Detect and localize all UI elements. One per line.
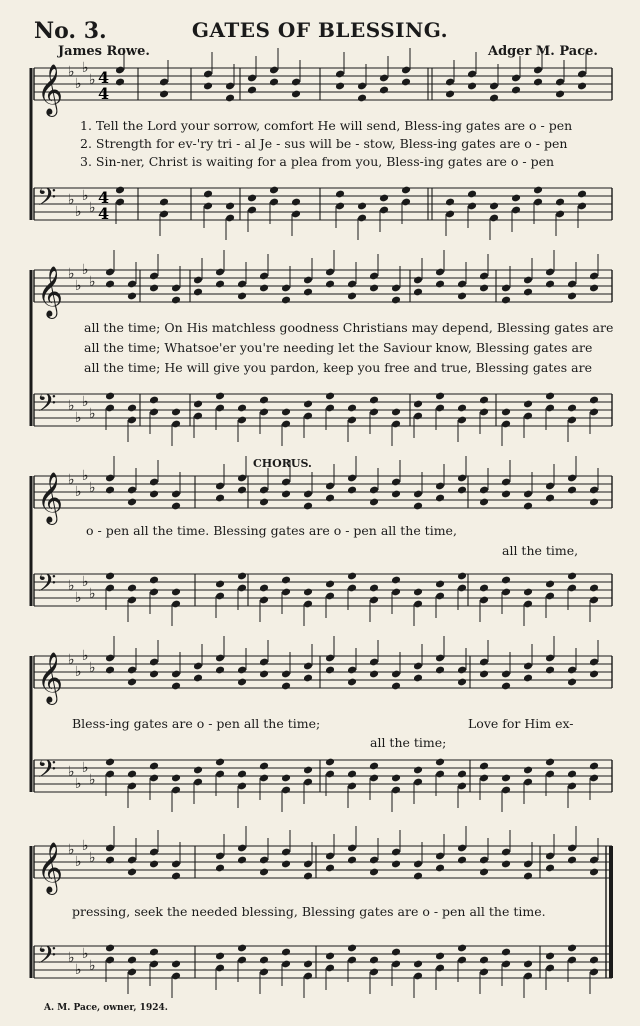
chorus-line-1: o - pen all the time. Blessing gates are o - pen all the time,	[86, 523, 457, 538]
flat-icon: ♭	[75, 204, 82, 220]
chorus-line-3: pressing, seek the needed blessing, Blessing gates are o - pen all the time.	[72, 904, 546, 919]
note-head-icon	[567, 292, 577, 301]
note-head-icon	[281, 576, 291, 585]
flat-icon: ♭	[82, 188, 89, 204]
flat-icon: ♭	[75, 278, 82, 294]
note-head-icon	[391, 408, 401, 417]
note-head-icon	[171, 296, 181, 305]
note-head-icon	[247, 86, 257, 95]
note-head-icon	[269, 186, 279, 195]
flat-icon: ♭	[75, 664, 82, 680]
note-head-icon	[259, 868, 269, 877]
flat-icon: ♭	[68, 192, 75, 208]
note-head-icon	[259, 498, 269, 507]
note-head-icon	[413, 960, 423, 969]
note-head-icon	[105, 944, 115, 953]
verse-3-line-1: 3. Sin-ner, Christ is waiting for a plea from you, Bless-ing gates are o - pen	[80, 154, 555, 169]
flat-icon: ♭	[82, 760, 89, 776]
flat-icon: ♭	[82, 262, 89, 278]
note-head-icon	[269, 78, 279, 87]
note-head-icon	[369, 498, 379, 507]
note-head-icon	[105, 758, 115, 767]
treble-clef-icon: 𝄞	[37, 64, 64, 115]
note-head-icon	[105, 856, 115, 865]
note-head-icon	[545, 864, 555, 873]
note-head-icon	[369, 584, 379, 593]
flat-icon: ♭	[82, 468, 89, 484]
note-head-icon	[357, 94, 367, 103]
note-head-icon	[127, 404, 137, 413]
note-head-icon	[159, 90, 169, 99]
note-head-icon	[127, 498, 137, 507]
note-head-icon	[171, 960, 181, 969]
flat-icon: ♭	[82, 574, 89, 590]
note-head-icon	[445, 90, 455, 99]
note-head-icon	[171, 872, 181, 881]
note-head-icon	[401, 78, 411, 87]
note-head-icon	[171, 774, 181, 783]
note-head-icon	[501, 576, 511, 585]
verse-2-line-1: 2. Strength for ev-'ry tri - al Je - sus will be - stow, Bless-ing gates are o - pen	[80, 136, 568, 151]
note-head-icon	[347, 404, 357, 413]
note-head-icon	[149, 396, 159, 405]
note-head-icon	[501, 408, 511, 417]
note-head-icon	[215, 666, 225, 675]
note-head-icon	[457, 572, 467, 581]
note-head-icon	[479, 762, 489, 771]
flat-icon: ♭	[75, 410, 82, 426]
note-head-icon	[533, 78, 543, 87]
note-head-icon	[435, 758, 445, 767]
note-head-icon	[347, 944, 357, 953]
note-head-icon	[479, 584, 489, 593]
note-head-icon	[281, 682, 291, 691]
flat-icon: ♭	[89, 200, 96, 216]
note-head-icon	[457, 944, 467, 953]
note-head-icon	[501, 490, 511, 499]
flat-icon: ♭	[89, 406, 96, 422]
time-signature-icon: 4	[98, 188, 110, 207]
flat-icon: ♭	[82, 394, 89, 410]
note-head-icon	[379, 86, 389, 95]
note-head-icon	[259, 284, 269, 293]
note-head-icon	[149, 284, 159, 293]
note-head-icon	[149, 860, 159, 869]
note-head-icon	[347, 856, 357, 865]
flat-icon: ♭	[75, 590, 82, 606]
note-head-icon	[523, 502, 533, 511]
bass-clef-icon: 𝄢	[37, 389, 57, 424]
note-head-icon	[523, 960, 533, 969]
note-head-icon	[281, 490, 291, 499]
note-head-icon	[237, 856, 247, 865]
note-head-icon	[225, 202, 235, 211]
note-head-icon	[193, 400, 203, 409]
time-signature-icon: 4	[98, 68, 110, 87]
note-head-icon	[347, 292, 357, 301]
chorus-echo-2: all the time;	[370, 735, 447, 750]
note-head-icon	[577, 82, 587, 91]
note-head-icon	[413, 400, 423, 409]
note-head-icon	[149, 576, 159, 585]
note-head-icon	[523, 674, 533, 683]
note-head-icon	[303, 960, 313, 969]
note-head-icon	[511, 86, 521, 95]
note-head-icon	[215, 494, 225, 503]
note-head-icon	[237, 770, 247, 779]
flat-icon: ♭	[82, 60, 89, 76]
note-head-icon	[545, 666, 555, 675]
note-head-icon	[159, 198, 169, 207]
note-head-icon	[127, 678, 137, 687]
note-head-icon	[259, 956, 269, 965]
note-head-icon	[281, 296, 291, 305]
note-head-icon	[457, 856, 467, 865]
note-head-icon	[445, 198, 455, 207]
note-head-icon	[127, 584, 137, 593]
note-head-icon	[413, 588, 423, 597]
note-head-icon	[533, 186, 543, 195]
note-head-icon	[105, 666, 115, 675]
flat-icon: ♭	[68, 398, 75, 414]
note-head-icon	[457, 292, 467, 301]
note-head-icon	[501, 948, 511, 957]
note-head-icon	[303, 872, 313, 881]
note-head-icon	[501, 296, 511, 305]
note-head-icon	[589, 584, 599, 593]
note-head-icon	[237, 572, 247, 581]
note-head-icon	[193, 288, 203, 297]
note-head-icon	[127, 770, 137, 779]
note-head-icon	[567, 856, 577, 865]
chorus-label: CHORUS.	[253, 457, 312, 470]
note-head-icon	[171, 682, 181, 691]
verse-3-line-2: all the time; He will give you pardon, keep you free and true, Blessing gates are	[84, 360, 592, 375]
note-head-icon	[435, 952, 445, 961]
note-head-icon	[501, 682, 511, 691]
note-head-icon	[555, 90, 565, 99]
note-head-icon	[237, 944, 247, 953]
flat-icon: ♭	[68, 578, 75, 594]
flat-icon: ♭	[89, 480, 96, 496]
note-head-icon	[347, 770, 357, 779]
note-head-icon	[215, 580, 225, 589]
note-head-icon	[489, 202, 499, 211]
note-head-icon	[171, 502, 181, 511]
hymn-title: GATES OF BLESSING.	[191, 18, 449, 42]
note-head-icon	[391, 296, 401, 305]
note-head-icon	[567, 486, 577, 495]
note-head-icon	[325, 280, 335, 289]
note-head-icon	[545, 494, 555, 503]
note-head-icon	[589, 670, 599, 679]
note-head-icon	[435, 864, 445, 873]
verse-1-line-2: all the time; On His matchless goodness Christians may depend, Blessing gates are	[84, 320, 614, 335]
chorus-echo-1: all the time,	[502, 543, 579, 558]
note-head-icon	[303, 674, 313, 683]
time-signature-icon: 4	[98, 84, 110, 103]
note-head-icon	[479, 284, 489, 293]
note-head-icon	[347, 486, 357, 495]
note-head-icon	[237, 404, 247, 413]
note-head-icon	[523, 766, 533, 775]
treble-clef-icon: 𝄞	[37, 472, 64, 523]
note-head-icon	[369, 670, 379, 679]
flat-icon: ♭	[89, 274, 96, 290]
note-head-icon	[259, 584, 269, 593]
note-head-icon	[281, 774, 291, 783]
note-head-icon	[335, 82, 345, 91]
note-head-icon	[511, 194, 521, 203]
note-head-icon	[215, 280, 225, 289]
flat-icon: ♭	[68, 950, 75, 966]
flat-icon: ♭	[75, 76, 82, 92]
note-head-icon	[237, 486, 247, 495]
note-head-icon	[127, 956, 137, 965]
note-head-icon	[237, 678, 247, 687]
note-head-icon	[105, 572, 115, 581]
flat-icon: ♭	[75, 962, 82, 978]
note-head-icon	[325, 392, 335, 401]
time-signature-icon: 4	[98, 204, 110, 223]
note-head-icon	[105, 280, 115, 289]
note-head-icon	[435, 280, 445, 289]
bass-clef-icon: 𝄢	[37, 755, 57, 790]
note-head-icon	[303, 400, 313, 409]
note-head-icon	[203, 190, 213, 199]
note-head-icon	[291, 198, 301, 207]
note-head-icon	[589, 762, 599, 771]
note-head-icon	[545, 280, 555, 289]
note-head-icon	[247, 194, 257, 203]
note-head-icon	[259, 670, 269, 679]
note-head-icon	[325, 666, 335, 675]
flat-icon: ♭	[89, 586, 96, 602]
flat-icon: ♭	[89, 958, 96, 974]
note-head-icon	[149, 762, 159, 771]
flat-icon: ♭	[68, 64, 75, 80]
note-head-icon	[347, 678, 357, 687]
verse-1-line-1: 1. Tell the Lord your sorrow, comfort He will send, Bless-ing gates are o - pen	[80, 118, 573, 133]
lyricist-credit: James Rowe.	[58, 44, 150, 59]
flat-icon: ♭	[89, 850, 96, 866]
note-head-icon	[413, 872, 423, 881]
note-head-icon	[149, 490, 159, 499]
chorus-line-2: Bless-ing gates are o - pen all the time;	[72, 716, 321, 731]
note-head-icon	[127, 868, 137, 877]
note-head-icon	[369, 868, 379, 877]
note-head-icon	[171, 588, 181, 597]
note-head-icon	[555, 198, 565, 207]
note-head-icon	[325, 864, 335, 873]
note-head-icon	[347, 572, 357, 581]
note-head-icon	[115, 78, 125, 87]
note-head-icon	[325, 580, 335, 589]
note-head-icon	[215, 864, 225, 873]
note-head-icon	[215, 392, 225, 401]
flat-icon: ♭	[68, 472, 75, 488]
note-head-icon	[589, 396, 599, 405]
note-head-icon	[413, 674, 423, 683]
note-head-icon	[369, 956, 379, 965]
note-head-icon	[567, 678, 577, 687]
note-head-icon	[391, 948, 401, 957]
note-head-icon	[589, 956, 599, 965]
note-head-icon	[303, 288, 313, 297]
bass-clef-icon: 𝄢	[37, 183, 57, 218]
note-head-icon	[369, 396, 379, 405]
copyright-notice: A. M. Pace, owner, 1924.	[44, 1003, 168, 1013]
note-head-icon	[369, 762, 379, 771]
note-head-icon	[115, 186, 125, 195]
note-head-icon	[193, 766, 203, 775]
note-head-icon	[545, 392, 555, 401]
note-head-icon	[489, 94, 499, 103]
note-head-icon	[501, 860, 511, 869]
treble-clef-icon: 𝄞	[37, 652, 64, 703]
note-head-icon	[567, 572, 577, 581]
note-head-icon	[391, 490, 401, 499]
note-head-icon	[577, 190, 587, 199]
note-head-icon	[567, 770, 577, 779]
note-head-icon	[545, 758, 555, 767]
note-head-icon	[215, 952, 225, 961]
note-head-icon	[545, 580, 555, 589]
note-head-icon	[479, 868, 489, 877]
note-head-icon	[225, 94, 235, 103]
note-head-icon	[401, 186, 411, 195]
note-head-icon	[127, 292, 137, 301]
note-head-icon	[479, 498, 489, 507]
note-head-icon	[325, 494, 335, 503]
note-head-icon	[467, 82, 477, 91]
note-head-icon	[369, 284, 379, 293]
note-head-icon	[435, 580, 445, 589]
note-head-icon	[259, 396, 269, 405]
note-head-icon	[435, 392, 445, 401]
note-head-icon	[435, 666, 445, 675]
note-head-icon	[589, 868, 599, 877]
chorus-line-2-right: Love for Him ex-	[468, 716, 574, 731]
note-head-icon	[379, 194, 389, 203]
note-head-icon	[193, 674, 203, 683]
flat-icon: ♭	[89, 772, 96, 788]
note-head-icon	[589, 284, 599, 293]
note-head-icon	[391, 860, 401, 869]
note-head-icon	[589, 498, 599, 507]
note-head-icon	[335, 190, 345, 199]
note-head-icon	[391, 576, 401, 585]
flat-icon: ♭	[89, 660, 96, 676]
note-head-icon	[171, 408, 181, 417]
note-head-icon	[303, 502, 313, 511]
note-head-icon	[479, 396, 489, 405]
bass-clef-icon: 𝄢	[37, 941, 57, 976]
note-head-icon	[413, 766, 423, 775]
note-head-icon	[413, 502, 423, 511]
flat-icon: ♭	[82, 946, 89, 962]
note-head-icon	[203, 82, 213, 91]
note-head-icon	[457, 770, 467, 779]
treble-clef-icon: 𝄞	[37, 266, 64, 317]
bass-clef-icon: 𝄢	[37, 569, 57, 604]
note-head-icon	[259, 762, 269, 771]
note-head-icon	[281, 860, 291, 869]
flat-icon: ♭	[68, 842, 75, 858]
flat-icon: ♭	[68, 764, 75, 780]
note-head-icon	[105, 486, 115, 495]
note-head-icon	[523, 872, 533, 881]
note-head-icon	[479, 956, 489, 965]
note-head-icon	[457, 678, 467, 687]
note-head-icon	[567, 944, 577, 953]
note-head-icon	[325, 758, 335, 767]
note-head-icon	[391, 682, 401, 691]
note-head-icon	[281, 408, 291, 417]
flat-icon: ♭	[75, 484, 82, 500]
flat-icon: ♭	[89, 72, 96, 88]
note-head-icon	[435, 494, 445, 503]
flat-icon: ♭	[75, 776, 82, 792]
note-head-icon	[523, 400, 533, 409]
flat-icon: ♭	[68, 266, 75, 282]
note-head-icon	[149, 670, 159, 679]
note-head-icon	[357, 202, 367, 211]
note-head-icon	[237, 292, 247, 301]
note-head-icon	[105, 392, 115, 401]
note-head-icon	[149, 948, 159, 957]
composer-credit: Adger M. Pace.	[488, 44, 598, 59]
treble-clef-icon: 𝄞	[37, 842, 64, 893]
note-head-icon	[545, 952, 555, 961]
hymn-number: No. 3.	[34, 18, 107, 44]
note-head-icon	[391, 774, 401, 783]
flat-icon: ♭	[75, 854, 82, 870]
note-head-icon	[325, 952, 335, 961]
note-head-icon	[413, 288, 423, 297]
note-head-icon	[501, 774, 511, 783]
flat-icon: ♭	[82, 648, 89, 664]
note-head-icon	[281, 948, 291, 957]
flat-icon: ♭	[82, 838, 89, 854]
note-head-icon	[523, 588, 533, 597]
note-head-icon	[291, 90, 301, 99]
note-head-icon	[457, 486, 467, 495]
note-head-icon	[523, 288, 533, 297]
note-head-icon	[567, 404, 577, 413]
verse-2-line-2: all the time; Whatsoe'er you're needing let the Saviour know, Blessing gates are	[84, 340, 593, 355]
note-head-icon	[457, 404, 467, 413]
flat-icon: ♭	[68, 652, 75, 668]
note-head-icon	[215, 758, 225, 767]
note-head-icon	[479, 670, 489, 679]
note-head-icon	[303, 588, 313, 597]
note-head-icon	[467, 190, 477, 199]
note-head-icon	[303, 766, 313, 775]
